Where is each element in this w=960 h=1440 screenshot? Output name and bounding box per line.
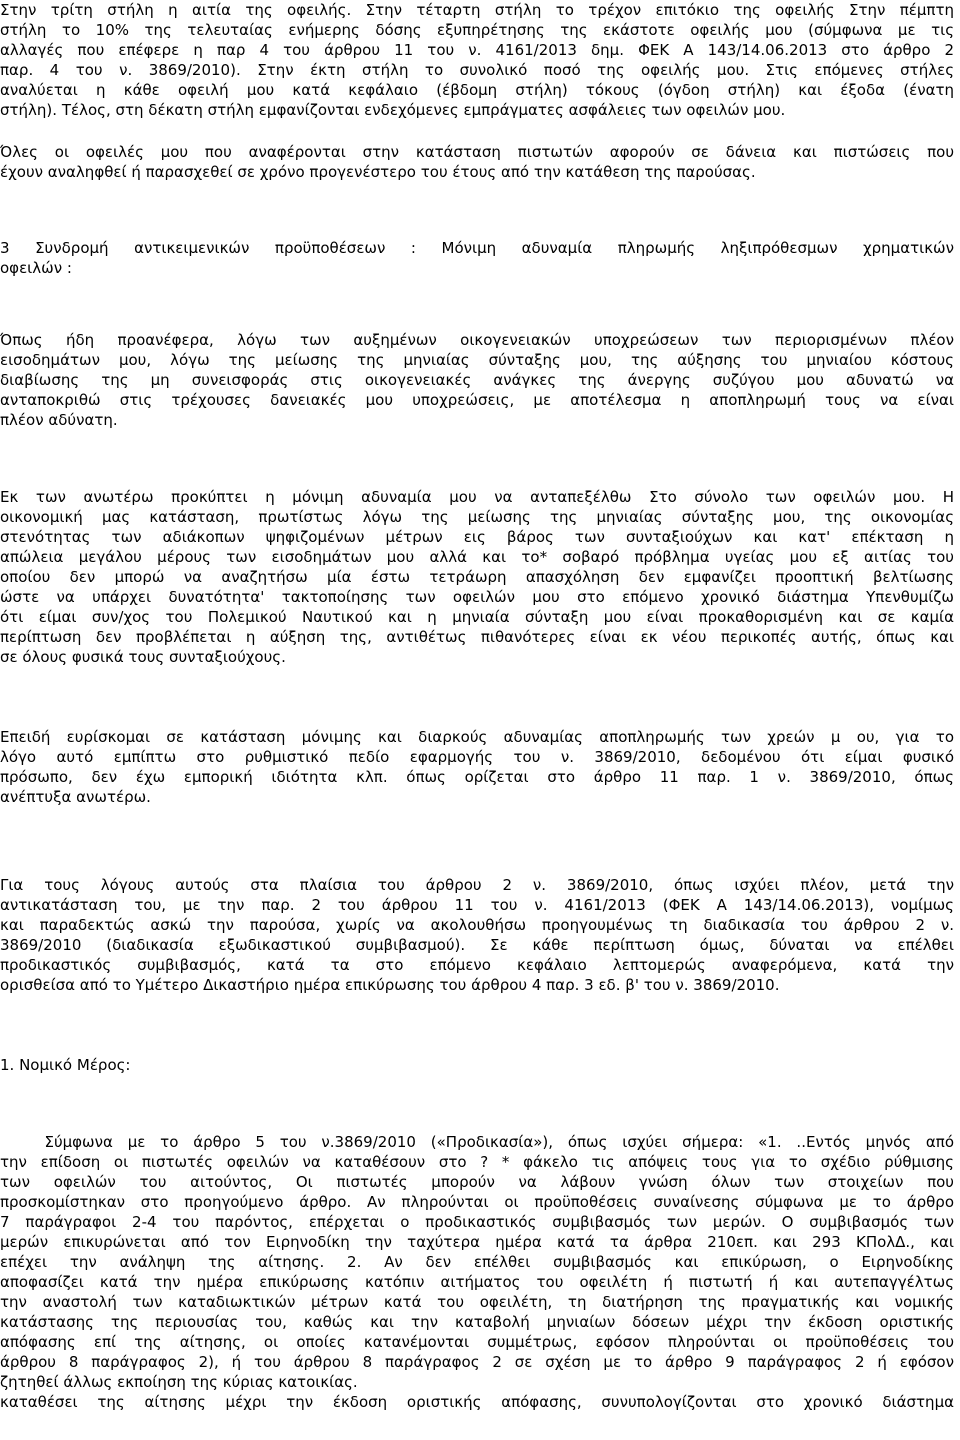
text-line: Για τους λόγους αυτούς στα πλαίσια του άρθρου 2 ν. 3869/2010, όπως ισχύει πλέον, μετά την — [0, 876, 954, 894]
paragraph-for-these-reasons — [0, 875, 954, 995]
text-line: αλλαγές που επέφερε η παρ 4 του άρθρου 11 του ν. 4161/2013 δημ. ΦΕΚ Α 143/14.06.2013 στο άρθρο 2 — [0, 41, 954, 59]
text-line: καταθέσει της αίτησης μέχρι την έκδοση οριστικής απόφασης, συνυπολογίζονται στο χρονικό διάστημα — [0, 1393, 954, 1411]
text-line: ορισθείσα από το Υμέτερο Δικαστήριο ημέρα επικύρωσης του άρθρου 4 παρ. 3 εδ. β' του ν. 3869/2010. — [0, 976, 780, 994]
text-line: πλέον αδύνατη. — [0, 411, 118, 429]
text-line: προδικαστικός συμβιβασμός, κατά τα στο επόμενο κεφάλαιο λεπτομερώς αναφερόμενα, κατά την — [0, 956, 954, 974]
text-line: την αναστολή των καταδιωκτικών μέτρων κατά του οφειλέτη, τη διατήρηση της πραγματικής και νομικής — [0, 1293, 954, 1311]
text-line: λόγο αυτό εμπίπτω στο ρυθμιστικό πεδίο εφαρμογής του ν. 3869/2010, δεδομένου ότι είμαι φυσικό — [0, 748, 954, 766]
text-line: άρθρου 8 παράγραφος 2), ή του άρθρου 8 παράγραφος 2 σε σχέση με το άρθρο 9 παράγραφος 2 ή εφόσον — [0, 1353, 954, 1371]
text-line: στενότητας των αδιάκοπων ψηφιζομένων μέτρων εις βάρος των συνταξιούχων και κατ' επέκταση η — [0, 528, 954, 546]
text-line: οφειλών : — [0, 259, 72, 277]
text-line: αποφασίζει κατά την ημέρα επικύρωσης κατόπιν αιτήματος του οφειλέτη ή πιστωτή ή και αυτεπαγγέλτως — [0, 1273, 954, 1291]
text-line: Όλες οι οφειλές μου που αναφέρονται στην κατάσταση πιστωτών αφορούν σε δάνεια και πιστώσεις που — [0, 143, 954, 161]
paragraph-as-mentioned — [0, 330, 954, 430]
section-heading-3 — [0, 238, 954, 278]
text-line: στήλη το 10% της τελευταίας ενήμερης δόσης εξυπηρέτησης της εκάστοτε οφειλής μου (σύμφωνα με τις — [0, 21, 954, 39]
text-line: σε όλους φυσικά τους συνταξιούχους. — [0, 648, 286, 666]
text-line: Σύμφωνα με το άρθρο 5 του ν.3869/2010 («Προδικασία»), όπως ισχύει σήμερα: «1. ..Εντός μηνός από — [0, 1133, 954, 1151]
text-line: 3 Συνδρομή αντικειμενικών προϋποθέσεων : Μόνιμη αδυναμία πληρωμής ληξιπρόθεσμων χρηματικών — [0, 239, 954, 257]
text-line: απώλεια μεγάλου μέρους των εισοδημάτων μου αλλά και το* σοβαρό πρόβλημα υγείας μου εξ αιτίας του — [0, 548, 954, 566]
paragraph-from-above — [0, 487, 954, 667]
section-heading-legal — [0, 1055, 954, 1075]
text-line: απόφασης επί της αίτησης, οι οποίες κατανέμονται συμμέτρως, εφόσον πληρούνται οι προϋποθέσεις του — [0, 1333, 954, 1351]
text-line: έχουν αναληφθεί ή παρασχεθεί σε χρόνο προγενέστερο του έτους από την κατάθεση της παρούσας. — [0, 163, 756, 181]
text-line: ζητηθεί άλλως εκποίηση της κύριας κατοικίας. — [0, 1373, 358, 1391]
text-line: οποίου δεν μπορώ να αναζητήσω μία έστω τετράωρη απασχόληση δεν εμφανίζει προοπτική βελτίωσης — [0, 568, 954, 586]
paragraph-all-debts — [0, 142, 954, 182]
paragraph-since — [0, 727, 954, 807]
text-line: επέχει την ανάληψη της αίτησης. 2. Αν δεν επέλθει συμβιβασμός και επικύρωση, ο Ειρηνοδίκης — [0, 1253, 954, 1271]
text-line: μερών επικυρώνεται από τον Ειρηνοδίκη την ταχύτερα ημέρα κατά τα άρθρα 210επ. και 293 ΚΠολΔ., και — [0, 1233, 954, 1251]
text-line: την επίδοση οι πιστωτές οφειλών να καταθέσουν στο ? * φάκελο τις απόψεις τους για το σχέδιο ρύθμισης — [0, 1153, 954, 1171]
text-line: Στην τρίτη στήλη η αιτία της οφειλής. Στην τέταρτη στήλη το τρέχον επιτόκιο της οφειλής Στην πέμπτη — [0, 1, 954, 19]
text-line: κατάστασης της περιουσίας του, καθώς και την καταβολή μηνιαίων δόσεων μέχρι την έκδοση οριστικής — [0, 1313, 954, 1331]
text-line: 1. Νομικό Μέρος: — [0, 1056, 131, 1074]
paragraph-article-5 — [0, 1132, 954, 1412]
text-line: Όπως ήδη προανέφερα, λόγω των αυξημένων οικογενειακών υποχρεώσεων των περιορισμένων πλέον — [0, 331, 954, 349]
text-line: των οφειλών του αιτούντος, Οι πιστωτές μπορούν να λάβουν γνώση όλων των στοιχείων που — [0, 1173, 954, 1191]
text-line: και παραδεκτώς ασκώ την παρούσα, χωρίς να ακολουθήσω προηγουμένως τη διαδικασία του άρθρου 2 ν. — [0, 916, 954, 934]
text-line: εισοδημάτων μου, λόγω της μείωσης της μηνιαίας σύνταξης μου, της αύξησης του μηνιαίου κόστους — [0, 351, 954, 369]
text-line: αντικατάσταση του, με την παρ. 2 του άρθρου 11 του ν. 4161/2013 (ΦΕΚ Α 143/14.06.2013), νομίμως — [0, 896, 954, 914]
text-line: παρ. 4 του ν. 3869/2010). Στην έκτη στήλη το συνολικό ποσό της οφειλής μου. Στις επόμενες στήλες — [0, 61, 954, 79]
text-line: ώστε να υπάρχει δυνατότητα' τακτοποίησης των οφειλών μου στο επόμενο χρονικό διάστημα Υπενθυμίζω — [0, 588, 954, 606]
text-line: Εκ των ανωτέρω προκύπτει η μόνιμη αδυναμία μου να ανταπεξέλθω Στο σύνολο των οφειλών μου. Η — [0, 488, 954, 506]
text-line: 3869/2010 (διαδικασία εξωδικαστικού συμβιβασμού). Σε κάθε περίπτωση όμως, δύναται να επέλθει — [0, 936, 954, 954]
text-line: περίπτωση δεν προβλέπεται η αύξηση της, αντιθέτως πιθανότερες είναι εκ νέου περικοπές αυτής, όπως και — [0, 628, 954, 646]
text-line: οικονομική μας κατάσταση, πρωτίστως λόγω της μείωσης της μηνιαίας σύνταξης μου, της οικονομίας — [0, 508, 954, 526]
text-line: πρόσωπο, δεν έχω εμπορική ιδιότητα κλπ. όπως ορίζεται στο άρθρο 11 παρ. 1 ν. 3869/2010, όπως — [0, 768, 954, 786]
text-line: ανταποκριθώ στις τρέχουσες δανειακές μου υποχρεώσεις, με αποτέλεσμα η αποπληρωμή τους να είναι — [0, 391, 954, 409]
text-line: στήλη). Τέλος, στη δέκατη στήλη εμφανίζονται ενδεχόμενες εμπράγματες ασφάλειες των οφειλών μου. — [0, 101, 786, 119]
text-line: προσκομίστηκαν στο προηγούμενο άρθρο. Αν πληρούνται οι προϋποθέσεις συναίνεσης σύμφωνα με το άρθρο — [0, 1193, 954, 1211]
text-line: ανέπτυξα ανωτέρω. — [0, 788, 151, 806]
text-line: αναλύεται η κάθε οφειλή μου κατά κεφάλαιο (έβδομη στήλη) τόκους (όγδοη στήλη) και έξοδα (ένατη — [0, 81, 954, 99]
text-line: 7 παράγραφοι 2-4 του παρόντος, επέρχεται ο προδικαστικός συμβιβασμός των μερών. Ο συμβιβασμός των — [0, 1213, 954, 1231]
text-line: ότι είμαι συν/χος του Πολεμικού Ναυτικού και η μηνιαία σύνταξη μου είναι προκαθορισμένη και σε καμία — [0, 608, 954, 626]
paragraph-intro — [0, 0, 954, 120]
text-line: διαβίωσης της μη συνεισφοράς στις οικογενειακές ανάγκες της άνεργης συζύγου μου αδυνατώ να — [0, 371, 954, 389]
text-line: Επειδή ευρίσκομαι σε κατάσταση μόνιμης και διαρκούς αδυναμίας αποπληρωμής των χρεών μ ου, για το — [0, 728, 954, 746]
